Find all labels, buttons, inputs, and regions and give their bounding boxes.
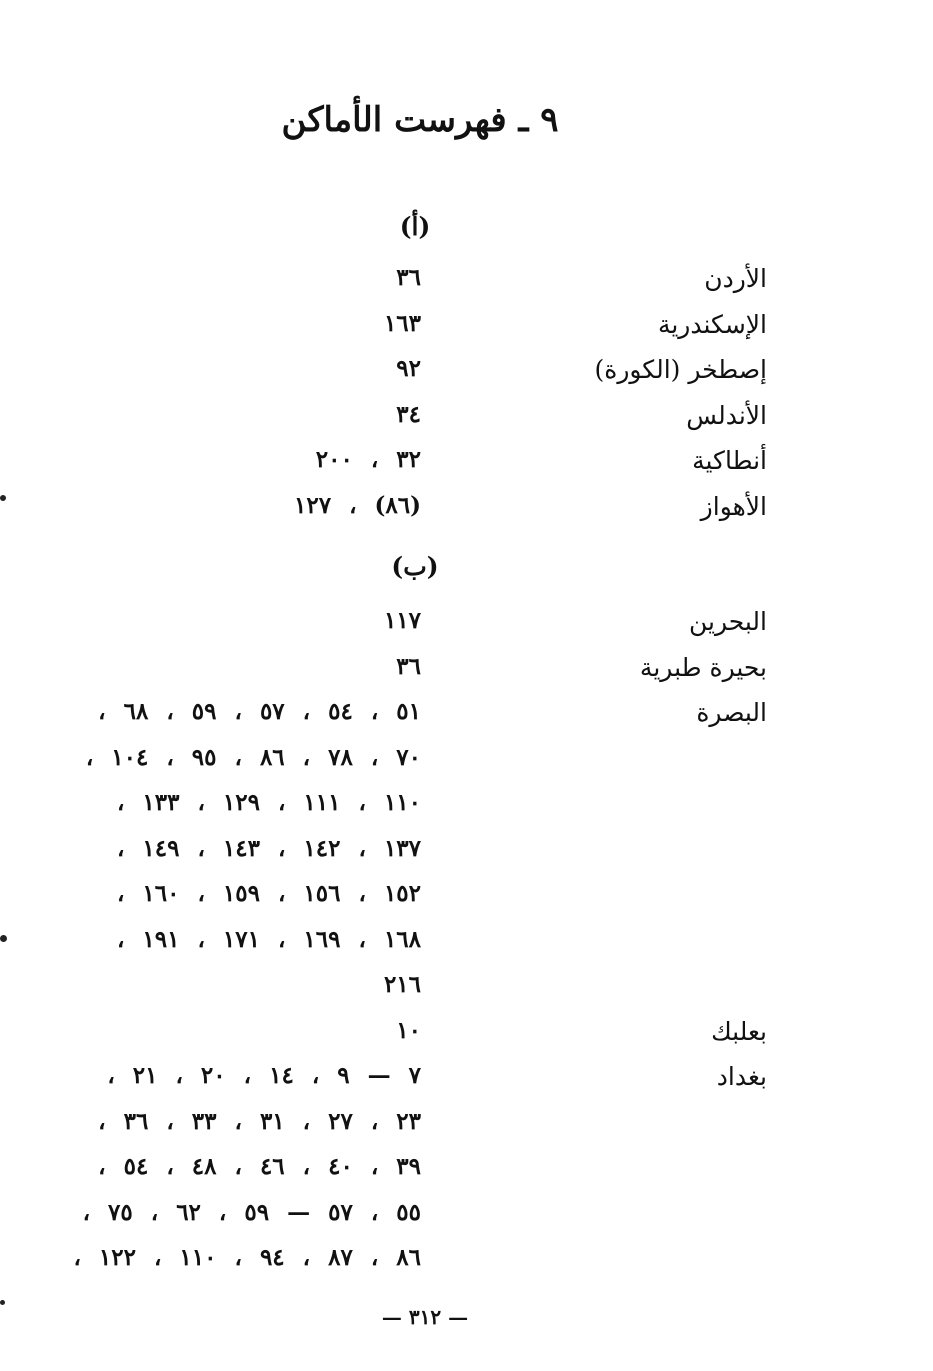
- page-references: ١٠: [396, 1016, 421, 1044]
- place-name: الأندلس: [686, 400, 767, 430]
- index-entry-row: [0, 835, 933, 877]
- page-references: ٢١٦: [383, 971, 421, 998]
- edge-mark: [0, 935, 7, 942]
- page-references: ٣٢ ، ٢٠٠: [315, 446, 421, 473]
- place-name: الأردن: [704, 264, 767, 293]
- index-entry-row: [0, 492, 933, 534]
- page-references: ٧ — ٩ ، ١٤ ، ٢٠ ، ٢١ ،: [107, 1062, 421, 1089]
- page-references: ١١٧: [383, 607, 421, 634]
- place-name: أنطاكية: [692, 446, 767, 475]
- edge-mark: [0, 495, 6, 501]
- place-name: الإسكندرية: [657, 309, 767, 339]
- page-references: ١١٠ ، ١١١ ، ١٢٩ ، ١٣٣ ،: [116, 789, 421, 816]
- index-entry-row: [0, 1108, 933, 1150]
- page-references: ٨٦ ، ٨٧ ، ٩٤ ، ١١٠ ، ١٢٢ ،: [73, 1244, 421, 1271]
- page-title: ٩ ـ فهرست الأماكن: [281, 100, 559, 140]
- edge-mark: [0, 1300, 5, 1305]
- index-entry-row: [0, 744, 933, 786]
- index-entry-row: [0, 926, 933, 968]
- place-name: بغداد: [716, 1062, 767, 1091]
- page-references: ١٣٧ ، ١٤٢ ، ١٤٣ ، ١٤٩ ،: [116, 834, 421, 862]
- place-name: بعلبك: [711, 1016, 767, 1046]
- page-references: (٨٦) ، ١٢٧: [294, 491, 421, 519]
- index-entry-row: [0, 446, 933, 488]
- place-name: الأهواز: [700, 491, 767, 521]
- page-number: — ٣١٢ —: [381, 1305, 469, 1329]
- index-entry-row: [0, 607, 933, 649]
- index-entry-row: [0, 1153, 933, 1195]
- index-entry-row: [0, 698, 933, 740]
- index-entry-row: [0, 310, 933, 352]
- page-references: ٩٢: [396, 355, 421, 382]
- page-references: ٣٤: [396, 400, 421, 428]
- index-entry-row: [0, 1062, 933, 1104]
- page-references: ٣٩ ، ٤٠ ، ٤٦ ، ٤٨ ، ٥٤ ،: [98, 1153, 421, 1180]
- page-references: ٥١ ، ٥٤ ، ٥٧ ، ٥٩ ، ٦٨ ،: [98, 698, 421, 725]
- page-references: ٢٣ ، ٢٧ ، ٣١ ، ٣٣ ، ٣٦ ،: [98, 1107, 421, 1135]
- place-name: البصرة: [696, 698, 767, 727]
- place-name: البحرين: [688, 607, 767, 636]
- section-letter: (أ): [399, 212, 431, 241]
- page-references: ٥٥ ، ٥٧ — ٥٩ ، ٦٢ ، ٧٥ ،: [82, 1198, 421, 1226]
- page-references: ١٦٨ ، ١٦٩ ، ١٧١ ، ١٩١ ،: [116, 925, 421, 953]
- page-references: ١٦٣: [383, 309, 421, 337]
- place-name: إصطخر (الكورة): [594, 355, 767, 384]
- page-references: ٣٦: [396, 652, 421, 680]
- index-entry-row: [0, 264, 933, 306]
- index-entry-row: [0, 653, 933, 695]
- index-entry-row: [0, 789, 933, 831]
- index-entry-row: [0, 880, 933, 922]
- section-letter: (ب): [391, 552, 439, 581]
- index-entry-row: [0, 401, 933, 443]
- page-references: ٣٦: [396, 264, 421, 291]
- index-entry-row: [0, 971, 933, 1013]
- page-references: ١٥٢ ، ١٥٦ ، ١٥٩ ، ١٦٠ ،: [116, 880, 421, 907]
- page-references: ٧٠ ، ٧٨ ، ٨٦ ، ٩٥ ، ١٠٤ ،: [85, 743, 421, 771]
- index-entry-row: [0, 1199, 933, 1241]
- index-entry-row: [0, 355, 933, 397]
- index-entry-row: [0, 1017, 933, 1059]
- place-name: بحيرة طبرية: [639, 652, 767, 682]
- index-entry-row: [0, 1244, 933, 1286]
